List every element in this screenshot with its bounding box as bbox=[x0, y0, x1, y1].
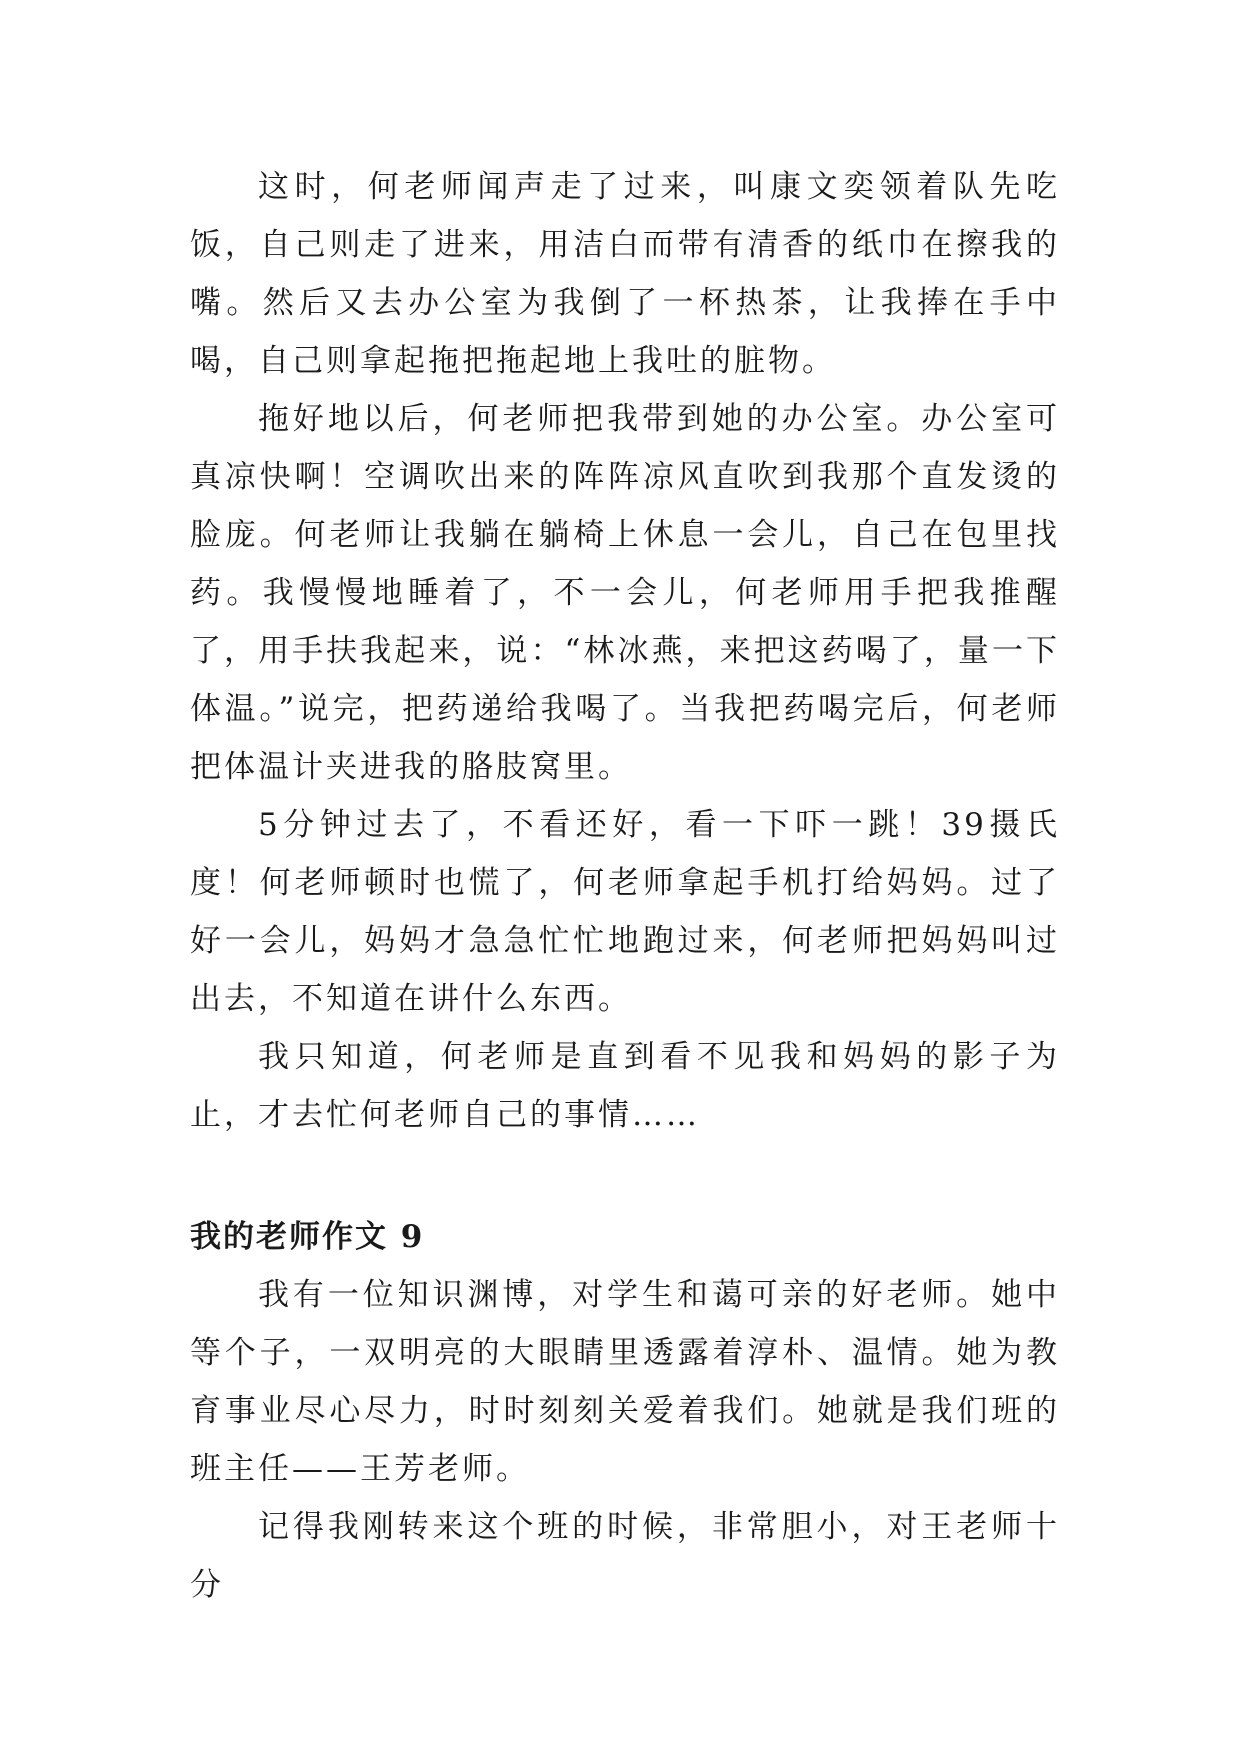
paragraph: 拖好地以后，何老师把我带到她的办公室。办公室可真凉快啊！空调吹出来的阵阵凉风直吹到我那个直发烫的脸庞。何老师让我躺在躺椅上休息一会儿，自己在包里找药。我慢慢地睡着了，不一会儿，何老师用手把我推醒了，用手扶我起来，说：“林冰燕，来把这药喝了，量一下体温。”说完，把药递给我喝了。当我把药喝完后，何老师把体温计夹进我的胳肢窝里。 bbox=[190, 401, 1060, 785]
section-one bbox=[190, 158, 1060, 1144]
paragraph: 这时，何老师闻声走了过来，叫康文奕领着队先吃饭，自己则走了进来，用洁白而带有清香的纸巾在擦我的嘴。然后又去办公室为我倒了一杯热茶，让我捧在手中喝，自己则拿起拖把拖起地上我吐的脏物。 bbox=[190, 169, 1060, 379]
paragraph: 5分钟过去了，不看还好，看一下吓一跳！39摄氏度！何老师顿时也慌了，何老师拿起手机打给妈妈。过了好一会儿，妈妈才急急忙忙地跑过来，何老师把妈妈叫过出去，不知道在讲什么东西。 bbox=[190, 807, 1060, 1017]
section-two bbox=[190, 1266, 1060, 1614]
paragraph: 我有一位知识渊博，对学生和蔼可亲的好老师。她中等个子，一双明亮的大眼睛里透露着淳朴、温情。她为教育事业尽心尽力，时时刻刻关爱着我们。她就是我们班的班主任——王芳老师。 bbox=[190, 1277, 1060, 1487]
essay-title: 我的老师作文 9 bbox=[190, 1219, 425, 1255]
paragraph: 我只知道，何老师是直到看不见我和妈妈的影子为止，才去忙何老师自己的事情…… bbox=[190, 1039, 1060, 1133]
paragraph: 记得我刚转来这个班的时候，非常胆小，对王老师十分 bbox=[190, 1509, 1060, 1603]
